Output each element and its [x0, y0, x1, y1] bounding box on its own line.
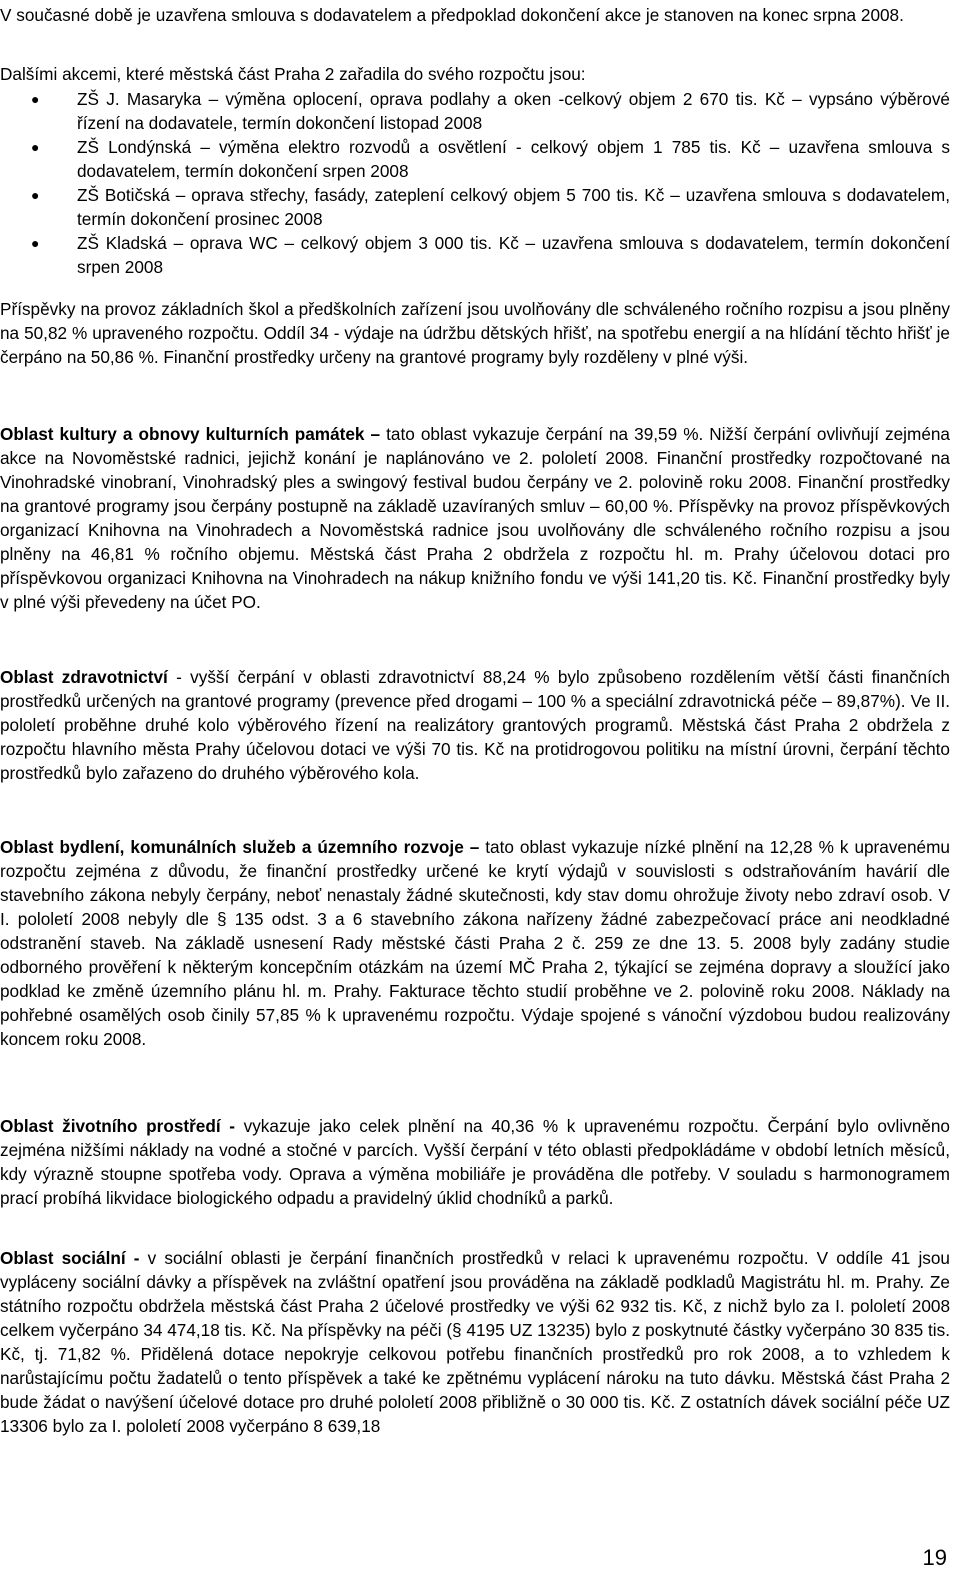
intro-list-lead: Dalšími akcemi, které městská část Praha 2 zařadila do svého rozpočtu jsou:: [0, 64, 586, 84]
list-item: ● ZŠ Botičská – oprava střechy, fasády, zateplení celkový objem 5 700 tis. Kč – uzavřena smlouva s dodavatelem, termín dokončení prosinec 2008: [31, 185, 950, 229]
bullet-icon: ●: [31, 235, 40, 251]
section-heading: Oblast kultury a obnovy kulturních památek –: [0, 424, 381, 445]
bullet-icon: ●: [31, 91, 40, 107]
section-housing: Oblast bydlení, komunálních služeb a územního rozvoje – tato oblast vykazuje nízké plnění na 12,28 % k upravenému rozpočtu zejména z důvodu, že finanční prostředky určené ke krytí výdajů v souvislosti s odstraňováním havárií dle stavebního zákona nebyly čerpány, neboť nenastaly žádné skutečnosti, kdy stav domu ohrožuje životy nebo zdraví osob. V I. pololetí 2008 nebyly dle § 135 odst. 3 a 6 stavebního zákona nařízeny žádné zabezpečovací práce ani neodkladné odstranění staveb. Na základě usnesení Rady městské části Praha 2 č. 259 ze dne 13. 5. 2008 byly zadány studie odborného prověření k některým koncepčním otázkám na území MČ Praha 2, týkající se zejména dopravy a sloužící jako podklad ke změně územního plánu hl. m. Prahy. Fakturace těchto studií proběhne ve 2. polovině roku 2008. Náklady na pohřebné osamělých osob činily 57,85 % k upravenému rozpočtu. Výdaje spojené s vánoční výzdobou budou realizovány koncem roku 2008.: [0, 837, 950, 1050]
section-heading: Oblast bydlení, komunálních služeb a územního rozvoje –: [0, 837, 480, 858]
bullet-icon: ●: [31, 187, 40, 203]
intro-paragraph: V současné době je uzavřena smlouva s dodavatelem a předpoklad dokončení akce je stanoven na konec srpna 2008.: [0, 5, 904, 25]
section-culture: Oblast kultury a obnovy kulturních památek – tato oblast vykazuje čerpání na 39,59 %. Nižší čerpání ovlivňují zejména akce na Novoměstské radnici, jejichž konání je naplánováno ve 2. pololetí 2008. Finanční prostředky rozpočtované na Vinohradské vinobraní, Vinohradský ples a swingový festival budou čerpány ve 2. polovině roku 2008. Finanční prostředky na grantové programy jsou čerpány postupně na základě uzavíraných smluv – 60,00 %. Příspěvky na provoz příspěvkových organizací Knihovna na Vinohradech a Novoměstská radnice jsou uvolňovány dle schváleného ročního rozpisu a jsou plněny na 46,81 % ročního objemu. Městská část Praha 2 obdržela z rozpočtu hl. m. Prahy účelovou dotaci pro příspěvkovou organizaci Knihovna na Vinohradech na nákup knižního fondu ve výši 141,20 tis. Kč. Finanční prostředky byly v plné výši převedeny na účet PO.: [0, 424, 950, 613]
section-heading: Oblast životního prostředí -: [0, 1116, 235, 1137]
section-heading: Oblast zdravotnictví: [0, 667, 168, 688]
section-heading: Oblast sociální -: [0, 1248, 140, 1269]
section-social: Oblast sociální - v sociální oblasti je čerpání finančních prostředků v relaci k upravenému rozpočtu. V oddíle 41 jsou vypláceny sociální dávky a příspěvek na zvláštní opatření jsou prováděna na základě podkladů Magistrátu hl. m. Prahy. Ze státního rozpočtu obdržela městská část Praha 2 účelové prostředky ve výši 62 932 tis. Kč, z nichž bylo za I. pololetí 2008 celkem vyčerpáno 34 474,18 tis. Kč. Na příspěvky na péči (§ 4195 UZ 13235) bylo z poskytnuté částky vyčerpáno 30 835 tis. Kč, tj. 71,82 %. Přidělená dotace nepokryje celkovou potřebu finančních prostředků pro rok 2008, a to vzhledem k narůstajícímu počtu žadatelů o tento příspěvek a také ke zpětnému vyplácení nároku na tuto dávku. Městská část Praha 2 bude žádat o navýšení účelové dotace pro druhé pololetí 2008 přibližně o 30 000 tis. Kč. Z ostatních dávek sociální péče UZ 13306 bylo za I. pololetí 2008 vyčerpáno 8 639,18: [0, 1248, 950, 1437]
projects-list: [0, 87, 950, 279]
list-item: ● ZŠ Londýnská – výměna elektro rozvodů a osvětlení - celkový objem 1 785 tis. Kč – uzavřena smlouva s dodavatelem, termín dokončení srpen 2008: [31, 137, 950, 181]
section-health: Oblast zdravotnictví - vyšší čerpání v oblasti zdravotnictví 88,24 % bylo způsobeno rozdělením větší části finančních prostředků určených na grantové programy (prevence před drogami – 100 % a speciální zdravotnická péče – 89,87%). Ve II. pololetí proběhne druhé kolo výběrového řízení na realizátory grantových programů. Městská část Praha 2 obdržela z rozpočtu hlavního města Prahy účelovou dotaci ve výši 70 tis. Kč na protidrogovou politiku na místní úrovni, čerpání těchto prostředků bylo zařazeno do druhého výběrového kola.: [0, 667, 950, 784]
page-number: 19: [922, 1545, 947, 1570]
schools-contributions-paragraph: Příspěvky na provoz základních škol a předškolních zařízení jsou uvolňovány dle schváleného ročního rozpisu a jsou plněny na 50,82 % upraveného rozpočtu. Oddíl 34 - výdaje na údržbu dětských hřišť, na spotřebu energií a na hlídání těchto hřišť je čerpáno na 50,86 %. Finanční prostředky určeny na grantové programy byly rozděleny v plné výši.: [0, 299, 950, 367]
list-item: ● ZŠ Kladská – oprava WC – celkový objem 3 000 tis. Kč – uzavřena smlouva s dodavatelem, termín dokončení srpen 2008: [31, 233, 950, 277]
bullet-icon: ●: [31, 139, 40, 155]
list-item: ● ZŠ J. Masaryka – výměna oplocení, oprava podlahy a oken -celkový objem 2 670 tis. Kč – vypsáno výběrové řízení na dodavatele, termín dokončení listopad 2008: [31, 89, 950, 133]
section-environment: Oblast životního prostředí - vykazuje jako celek plnění na 40,36 % k upravenému rozpočtu. Čerpání bylo ovlivněno zejména nižšími náklady na vodné a stočné v parcích. Vyšší čerpání v této oblasti předpokládáme v období letních měsíců, kdy výrazně stoupne spotřeba vody. Oprava a výměna mobiliáře je prováděna dle potřeby. V souladu s harmonogramem prací probíhá likvidace biologického odpadu a pravidelný úklid chodníků a parků.: [0, 1116, 950, 1209]
